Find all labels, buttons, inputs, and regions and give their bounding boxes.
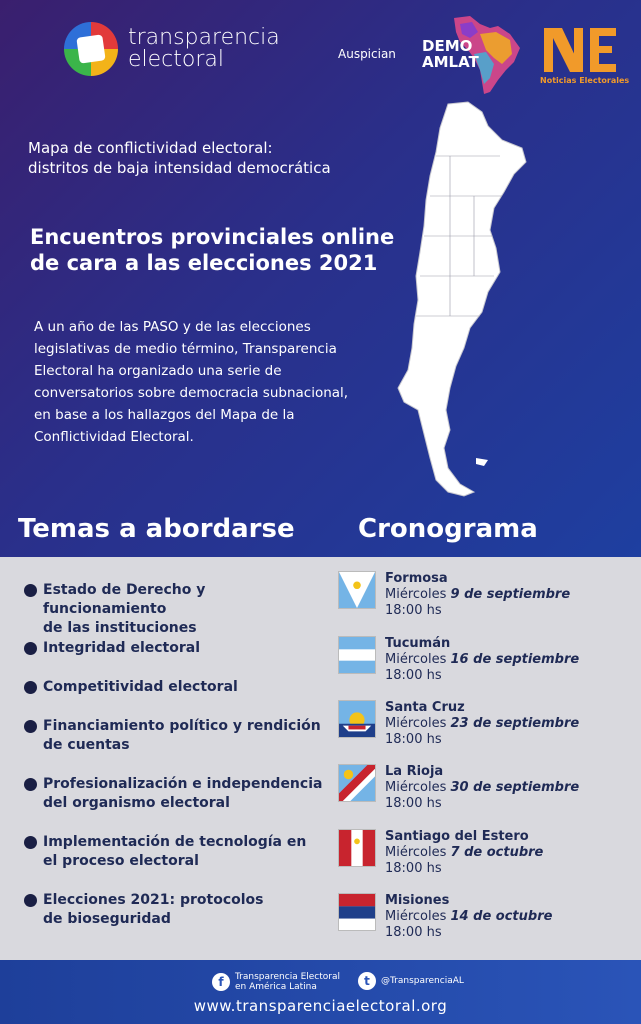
event-details [385, 893, 552, 941]
event-day: Miércoles [385, 845, 447, 860]
misiones-flag-icon [338, 893, 376, 931]
event-details [385, 829, 543, 877]
event-date: 9 de septiembre [450, 587, 571, 602]
topic-item [24, 833, 324, 871]
topic-text [43, 775, 322, 813]
topic-line-1: Estado de Derecho y funcionamiento [43, 582, 206, 617]
topic-item [24, 639, 324, 658]
bullet-icon [24, 584, 37, 597]
topic-line-1: Financiamiento político y rendición [43, 718, 321, 734]
topic-text [43, 639, 200, 658]
event-province: Formosa [385, 571, 448, 586]
event-day: Miércoles [385, 652, 447, 667]
bullet-icon [24, 681, 37, 694]
event-day: Miércoles [385, 780, 447, 795]
topic-line-1: Competitividad electoral [43, 679, 238, 695]
logo-line-2: electoral [128, 47, 225, 72]
schedule-item-santa-cruz [338, 700, 579, 748]
topic-line-2: de bioseguridad [43, 911, 171, 927]
topic-item [24, 678, 324, 697]
topic-line-1: Implementación de tecnología en [43, 834, 307, 850]
schedule-item-formosa [338, 571, 570, 619]
map-subtitle [28, 138, 388, 178]
subtitle-line-2: distritos de baja intensidad democrática [28, 159, 331, 177]
event-time: 18:00 hs [385, 603, 442, 618]
schedule-item-tucuman [338, 636, 579, 684]
topic-item [24, 717, 324, 755]
facebook-icon: f [212, 973, 230, 991]
website-url[interactable]: www.transparenciaelectoral.org [193, 997, 448, 1015]
schedule-heading: Cronograma [358, 514, 538, 544]
bullet-icon [24, 778, 37, 791]
event-time: 18:00 hs [385, 861, 442, 876]
event-time: 18:00 hs [385, 732, 442, 747]
bullet-icon [24, 836, 37, 849]
event-day: Miércoles [385, 716, 447, 731]
demo-amlat-logo[interactable] [422, 38, 479, 70]
intro-paragraph: A un año de las PASO y de las elecciones legislativas de medio término, Transparencia Electoral ha organizado una serie de conversatorios sobre democracia subnacional, en base a los hallazgos del Mapa de la Conflictividad Electoral. [34, 319, 349, 445]
schedule-item-santiago-del-estero [338, 829, 543, 877]
topic-item [24, 775, 324, 813]
schedule-item-la-rioja [338, 764, 579, 812]
argentina-map-icon [390, 96, 530, 506]
event-province: La Rioja [385, 764, 444, 779]
topic-text [43, 891, 264, 929]
event-province: Santa Cruz [385, 700, 465, 715]
twitter-link[interactable] [358, 972, 464, 990]
noticias-electorales-caption: Noticias Electorales [540, 76, 630, 85]
event-date-line [385, 780, 579, 796]
facebook-label [235, 972, 340, 992]
demo-line-1: DEMO [422, 37, 473, 55]
twitter-icon: t [358, 972, 376, 990]
la-rioja-flag-icon [338, 764, 376, 802]
event-details [385, 571, 570, 619]
bullet-icon [24, 720, 37, 733]
event-province: Misiones [385, 893, 450, 908]
bullet-icon [24, 642, 37, 655]
topic-line-2: de las instituciones [43, 620, 197, 636]
event-date: 14 de octubre [450, 909, 553, 924]
tucuman-flag-icon [338, 636, 376, 674]
event-time: 18:00 hs [385, 796, 442, 811]
event-date-line [385, 909, 552, 925]
topic-line-2: de cuentas [43, 737, 130, 753]
formosa-flag-icon [338, 571, 376, 609]
transparencia-electoral-logo[interactable] [64, 22, 280, 76]
twitter-handle: @TransparenciaAL [381, 976, 464, 986]
topic-text [43, 717, 321, 755]
facebook-line-1: Transparencia Electoral [235, 972, 341, 982]
event-date: 16 de septiembre [450, 652, 580, 667]
topic-item [24, 891, 324, 929]
schedule-item-misiones [338, 893, 552, 941]
event-details [385, 764, 579, 812]
topic-item [24, 581, 324, 638]
event-day: Miércoles [385, 909, 447, 924]
event-province: Tucumán [385, 636, 451, 651]
event-date: 23 de septiembre [450, 716, 580, 731]
event-date-line [385, 845, 543, 861]
event-time: 18:00 hs [385, 925, 442, 940]
topics-heading: Temas a abordarse [18, 514, 295, 544]
topic-line-1: Profesionalización e independencia [43, 776, 323, 792]
santiago-del-estero-flag-icon [338, 829, 376, 867]
event-date-line [385, 716, 579, 732]
topic-text [43, 678, 238, 697]
santa-cruz-flag-icon [338, 700, 376, 738]
sponsors-label: Auspician [338, 47, 396, 61]
event-date-line [385, 652, 579, 668]
subtitle-line-1: Mapa de conflictividad electoral: [28, 139, 273, 157]
topic-line-2: del organismo electoral [43, 795, 230, 811]
topic-text [43, 581, 324, 638]
event-details [385, 636, 579, 684]
bullet-icon [24, 894, 37, 907]
ballot-box-logo-icon [64, 22, 118, 76]
headline-line-1: Encuentros provinciales online [30, 225, 395, 249]
event-province: Santiago del Estero [385, 829, 529, 844]
event-time: 18:00 hs [385, 668, 442, 683]
headline-line-2: de cara a las elecciones 2021 [30, 251, 378, 275]
facebook-link[interactable] [212, 972, 340, 992]
footer [0, 960, 641, 1024]
topic-line-1: Elecciones 2021: protocolos [43, 892, 264, 908]
event-date-line [385, 587, 570, 603]
event-date: 7 de octubre [450, 845, 544, 860]
event-headline [30, 224, 410, 276]
event-date: 30 de septiembre [450, 780, 580, 795]
event-day: Miércoles [385, 587, 447, 602]
demo-line-2: AMLAT [422, 53, 479, 71]
content-panel [0, 557, 641, 960]
logo-line-1: transparencia [128, 25, 280, 50]
topic-line-2: el proceso electoral [43, 853, 199, 869]
event-details [385, 700, 579, 748]
logo-wordmark [128, 27, 280, 71]
topic-line-1: Integridad electoral [43, 640, 201, 656]
facebook-line-2: en América Latina [235, 982, 317, 992]
topic-text [43, 833, 306, 871]
